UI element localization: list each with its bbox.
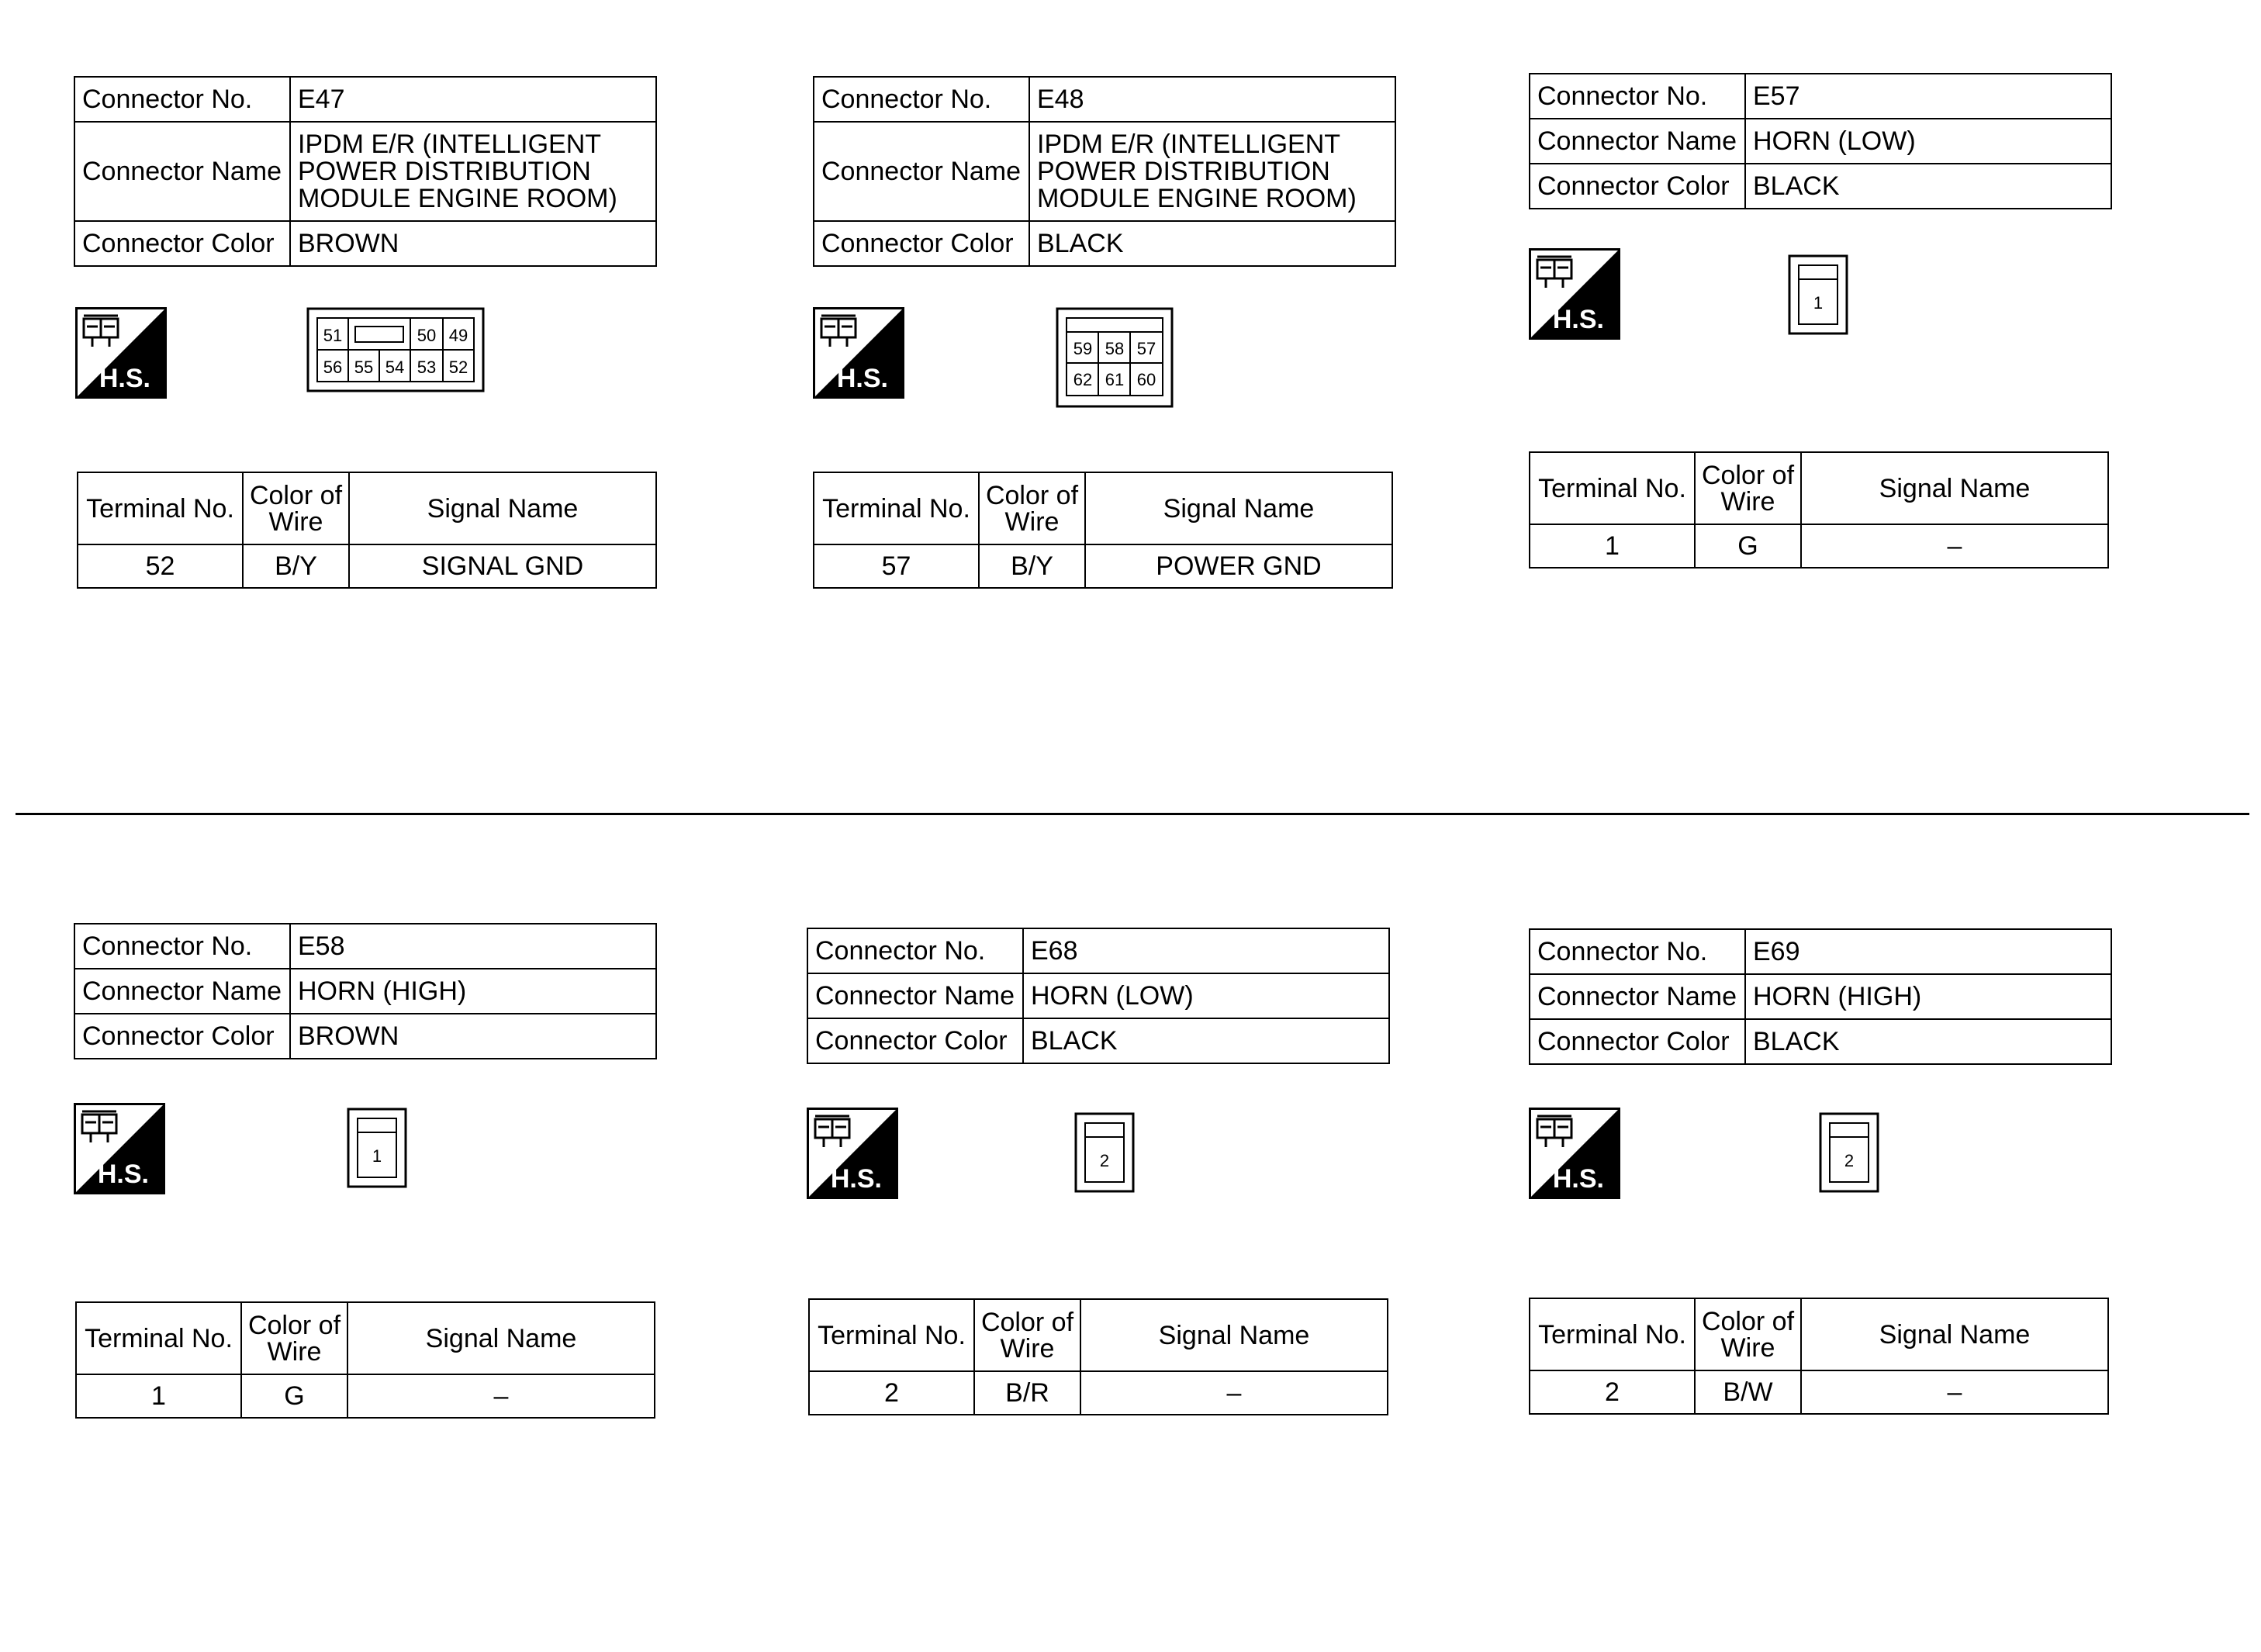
terminal-label: 55 bbox=[354, 358, 374, 377]
harness-side-icon bbox=[807, 1108, 898, 1199]
wire-color-cell: B/Y bbox=[243, 544, 349, 588]
harness-side-icon bbox=[75, 307, 167, 399]
terminal-no-cell: 57 bbox=[814, 544, 979, 588]
signal-name-cell: POWER GND bbox=[1085, 544, 1392, 588]
connector-block-e47 bbox=[74, 76, 663, 581]
color-of-wire-header: Color of Wire bbox=[241, 1302, 347, 1374]
connector-name-label: Connector Name bbox=[1530, 119, 1745, 164]
terminal-table bbox=[75, 1301, 655, 1419]
color-of-wire-header: Color of Wire bbox=[243, 472, 349, 544]
connector-name-value: IPDM E/R (INTELLIGENT POWER DISTRIBUTION MODULE ENGINE ROOM) bbox=[290, 122, 656, 221]
harness-side-icon bbox=[74, 1103, 165, 1194]
terminal-label: 56 bbox=[323, 358, 343, 377]
terminal-label: 61 bbox=[1105, 370, 1125, 389]
connector-color-value: BROWN bbox=[290, 1014, 656, 1059]
connector-no-label: Connector No. bbox=[814, 77, 1029, 122]
signal-name-header: Signal Name bbox=[1801, 1298, 2108, 1370]
connector-name-label: Connector Name bbox=[74, 969, 290, 1014]
terminal-label: 60 bbox=[1136, 370, 1156, 389]
connector-no-value: E68 bbox=[1023, 928, 1389, 973]
connector-name-value: HORN (LOW) bbox=[1023, 973, 1389, 1018]
connector-name-label: Connector Name bbox=[74, 122, 290, 221]
connector-block-e69 bbox=[1529, 928, 2118, 1407]
signal-name-header: Signal Name bbox=[1085, 472, 1392, 544]
terminal-table bbox=[813, 472, 1393, 589]
connector-face-diagram bbox=[306, 307, 485, 392]
connector-color-value: BLACK bbox=[1745, 1019, 2111, 1064]
terminal-no-cell: 1 bbox=[1530, 524, 1695, 568]
connector-block-e58 bbox=[74, 923, 663, 1411]
connector-info-table bbox=[74, 76, 657, 267]
connector-name-label: Connector Name bbox=[1530, 974, 1745, 1019]
connector-face-diagram bbox=[1788, 254, 1848, 335]
connector-no-label: Connector No. bbox=[74, 924, 290, 969]
terminal-table bbox=[1529, 451, 2109, 569]
connector-color-value: BLACK bbox=[1745, 164, 2111, 209]
section-divider bbox=[16, 813, 2249, 815]
terminal-table bbox=[77, 472, 657, 589]
signal-name-header: Signal Name bbox=[349, 472, 656, 544]
terminal-label: 50 bbox=[417, 326, 437, 345]
terminal-no-header: Terminal No. bbox=[78, 472, 243, 544]
terminal-label: 1 bbox=[372, 1146, 382, 1166]
connector-color-value: BLACK bbox=[1023, 1018, 1389, 1063]
connector-name-value: IPDM E/R (INTELLIGENT POWER DISTRIBUTION MODULE ENGINE ROOM) bbox=[1029, 122, 1395, 221]
color-of-wire-header: Color of Wire bbox=[974, 1299, 1080, 1371]
connector-face-diagram bbox=[1074, 1112, 1135, 1193]
connector-info-table bbox=[813, 76, 1396, 267]
connector-face-diagram bbox=[347, 1108, 407, 1188]
terminal-no-cell: 2 bbox=[1530, 1370, 1695, 1414]
connector-color-label: Connector Color bbox=[1530, 164, 1745, 209]
terminal-label: 1 bbox=[1813, 293, 1824, 313]
signal-name-cell: – bbox=[1080, 1371, 1388, 1415]
terminal-no-header: Terminal No. bbox=[814, 472, 979, 544]
terminal-label: 59 bbox=[1073, 339, 1093, 358]
connector-block-e48 bbox=[813, 76, 1402, 581]
connector-face-diagram bbox=[1056, 307, 1174, 408]
signal-name-cell: – bbox=[347, 1374, 655, 1418]
terminal-no-header: Terminal No. bbox=[1530, 452, 1695, 524]
color-of-wire-header: Color of Wire bbox=[1695, 1298, 1801, 1370]
connector-no-value: E69 bbox=[1745, 929, 2111, 974]
connector-color-label: Connector Color bbox=[74, 1014, 290, 1059]
terminal-no-cell: 1 bbox=[76, 1374, 241, 1418]
terminal-no-cell: 2 bbox=[809, 1371, 974, 1415]
wire-color-cell: G bbox=[241, 1374, 347, 1418]
connector-no-label: Connector No. bbox=[74, 77, 290, 122]
connector-color-label: Connector Color bbox=[814, 221, 1029, 266]
connector-info-table bbox=[1529, 928, 2112, 1065]
terminal-no-cell: 52 bbox=[78, 544, 243, 588]
connector-color-label: Connector Color bbox=[74, 221, 290, 266]
connector-name-label: Connector Name bbox=[814, 122, 1029, 221]
connector-info-table bbox=[807, 928, 1390, 1064]
harness-side-icon bbox=[1529, 248, 1620, 340]
terminal-label: 2 bbox=[1844, 1151, 1855, 1170]
terminal-label: 52 bbox=[448, 358, 468, 377]
terminal-no-header: Terminal No. bbox=[809, 1299, 974, 1371]
signal-name-cell: – bbox=[1801, 524, 2108, 568]
terminal-label: 62 bbox=[1073, 370, 1093, 389]
connector-name-label: Connector Name bbox=[807, 973, 1023, 1018]
color-of-wire-header: Color of Wire bbox=[979, 472, 1085, 544]
connector-info-table bbox=[74, 923, 657, 1059]
connector-no-value: E47 bbox=[290, 77, 656, 122]
harness-side-icon bbox=[813, 307, 904, 399]
connector-color-value: BROWN bbox=[290, 221, 656, 266]
signal-name-cell: – bbox=[1801, 1370, 2108, 1414]
signal-name-header: Signal Name bbox=[347, 1302, 655, 1374]
harness-side-icon bbox=[1529, 1108, 1620, 1199]
connector-no-label: Connector No. bbox=[1530, 74, 1745, 119]
connector-no-label: Connector No. bbox=[1530, 929, 1745, 974]
connector-name-value: HORN (HIGH) bbox=[1745, 974, 2111, 1019]
connector-no-value: E58 bbox=[290, 924, 656, 969]
terminal-label: 58 bbox=[1105, 339, 1125, 358]
connector-info-table bbox=[1529, 73, 2112, 209]
terminal-label: 54 bbox=[385, 358, 405, 377]
wire-color-cell: B/R bbox=[974, 1371, 1080, 1415]
terminal-table bbox=[1529, 1298, 2109, 1415]
wire-color-cell: B/Y bbox=[979, 544, 1085, 588]
connector-no-value: E57 bbox=[1745, 74, 2111, 119]
signal-name-header: Signal Name bbox=[1080, 1299, 1388, 1371]
connector-block-e68 bbox=[807, 928, 1396, 1408]
wire-color-cell: B/W bbox=[1695, 1370, 1801, 1414]
connector-name-value: HORN (LOW) bbox=[1745, 119, 2111, 164]
connector-block-e57 bbox=[1529, 73, 2118, 561]
color-of-wire-header: Color of Wire bbox=[1695, 452, 1801, 524]
terminal-label: 51 bbox=[323, 326, 343, 345]
terminal-no-header: Terminal No. bbox=[1530, 1298, 1695, 1370]
terminal-no-header: Terminal No. bbox=[76, 1302, 241, 1374]
terminal-label: 53 bbox=[417, 358, 437, 377]
signal-name-cell: SIGNAL GND bbox=[349, 544, 656, 588]
connector-no-value: E48 bbox=[1029, 77, 1395, 122]
connector-color-label: Connector Color bbox=[1530, 1019, 1745, 1064]
connector-color-value: BLACK bbox=[1029, 221, 1395, 266]
terminal-label: 2 bbox=[1099, 1151, 1110, 1170]
wire-color-cell: G bbox=[1695, 524, 1801, 568]
connector-color-label: Connector Color bbox=[807, 1018, 1023, 1063]
terminal-label: 57 bbox=[1136, 339, 1156, 358]
terminal-table bbox=[808, 1298, 1388, 1415]
signal-name-header: Signal Name bbox=[1801, 452, 2108, 524]
connector-no-label: Connector No. bbox=[807, 928, 1023, 973]
connector-face-diagram bbox=[1819, 1112, 1879, 1193]
terminal-label: 49 bbox=[448, 326, 468, 345]
connector-name-value: HORN (HIGH) bbox=[290, 969, 656, 1014]
